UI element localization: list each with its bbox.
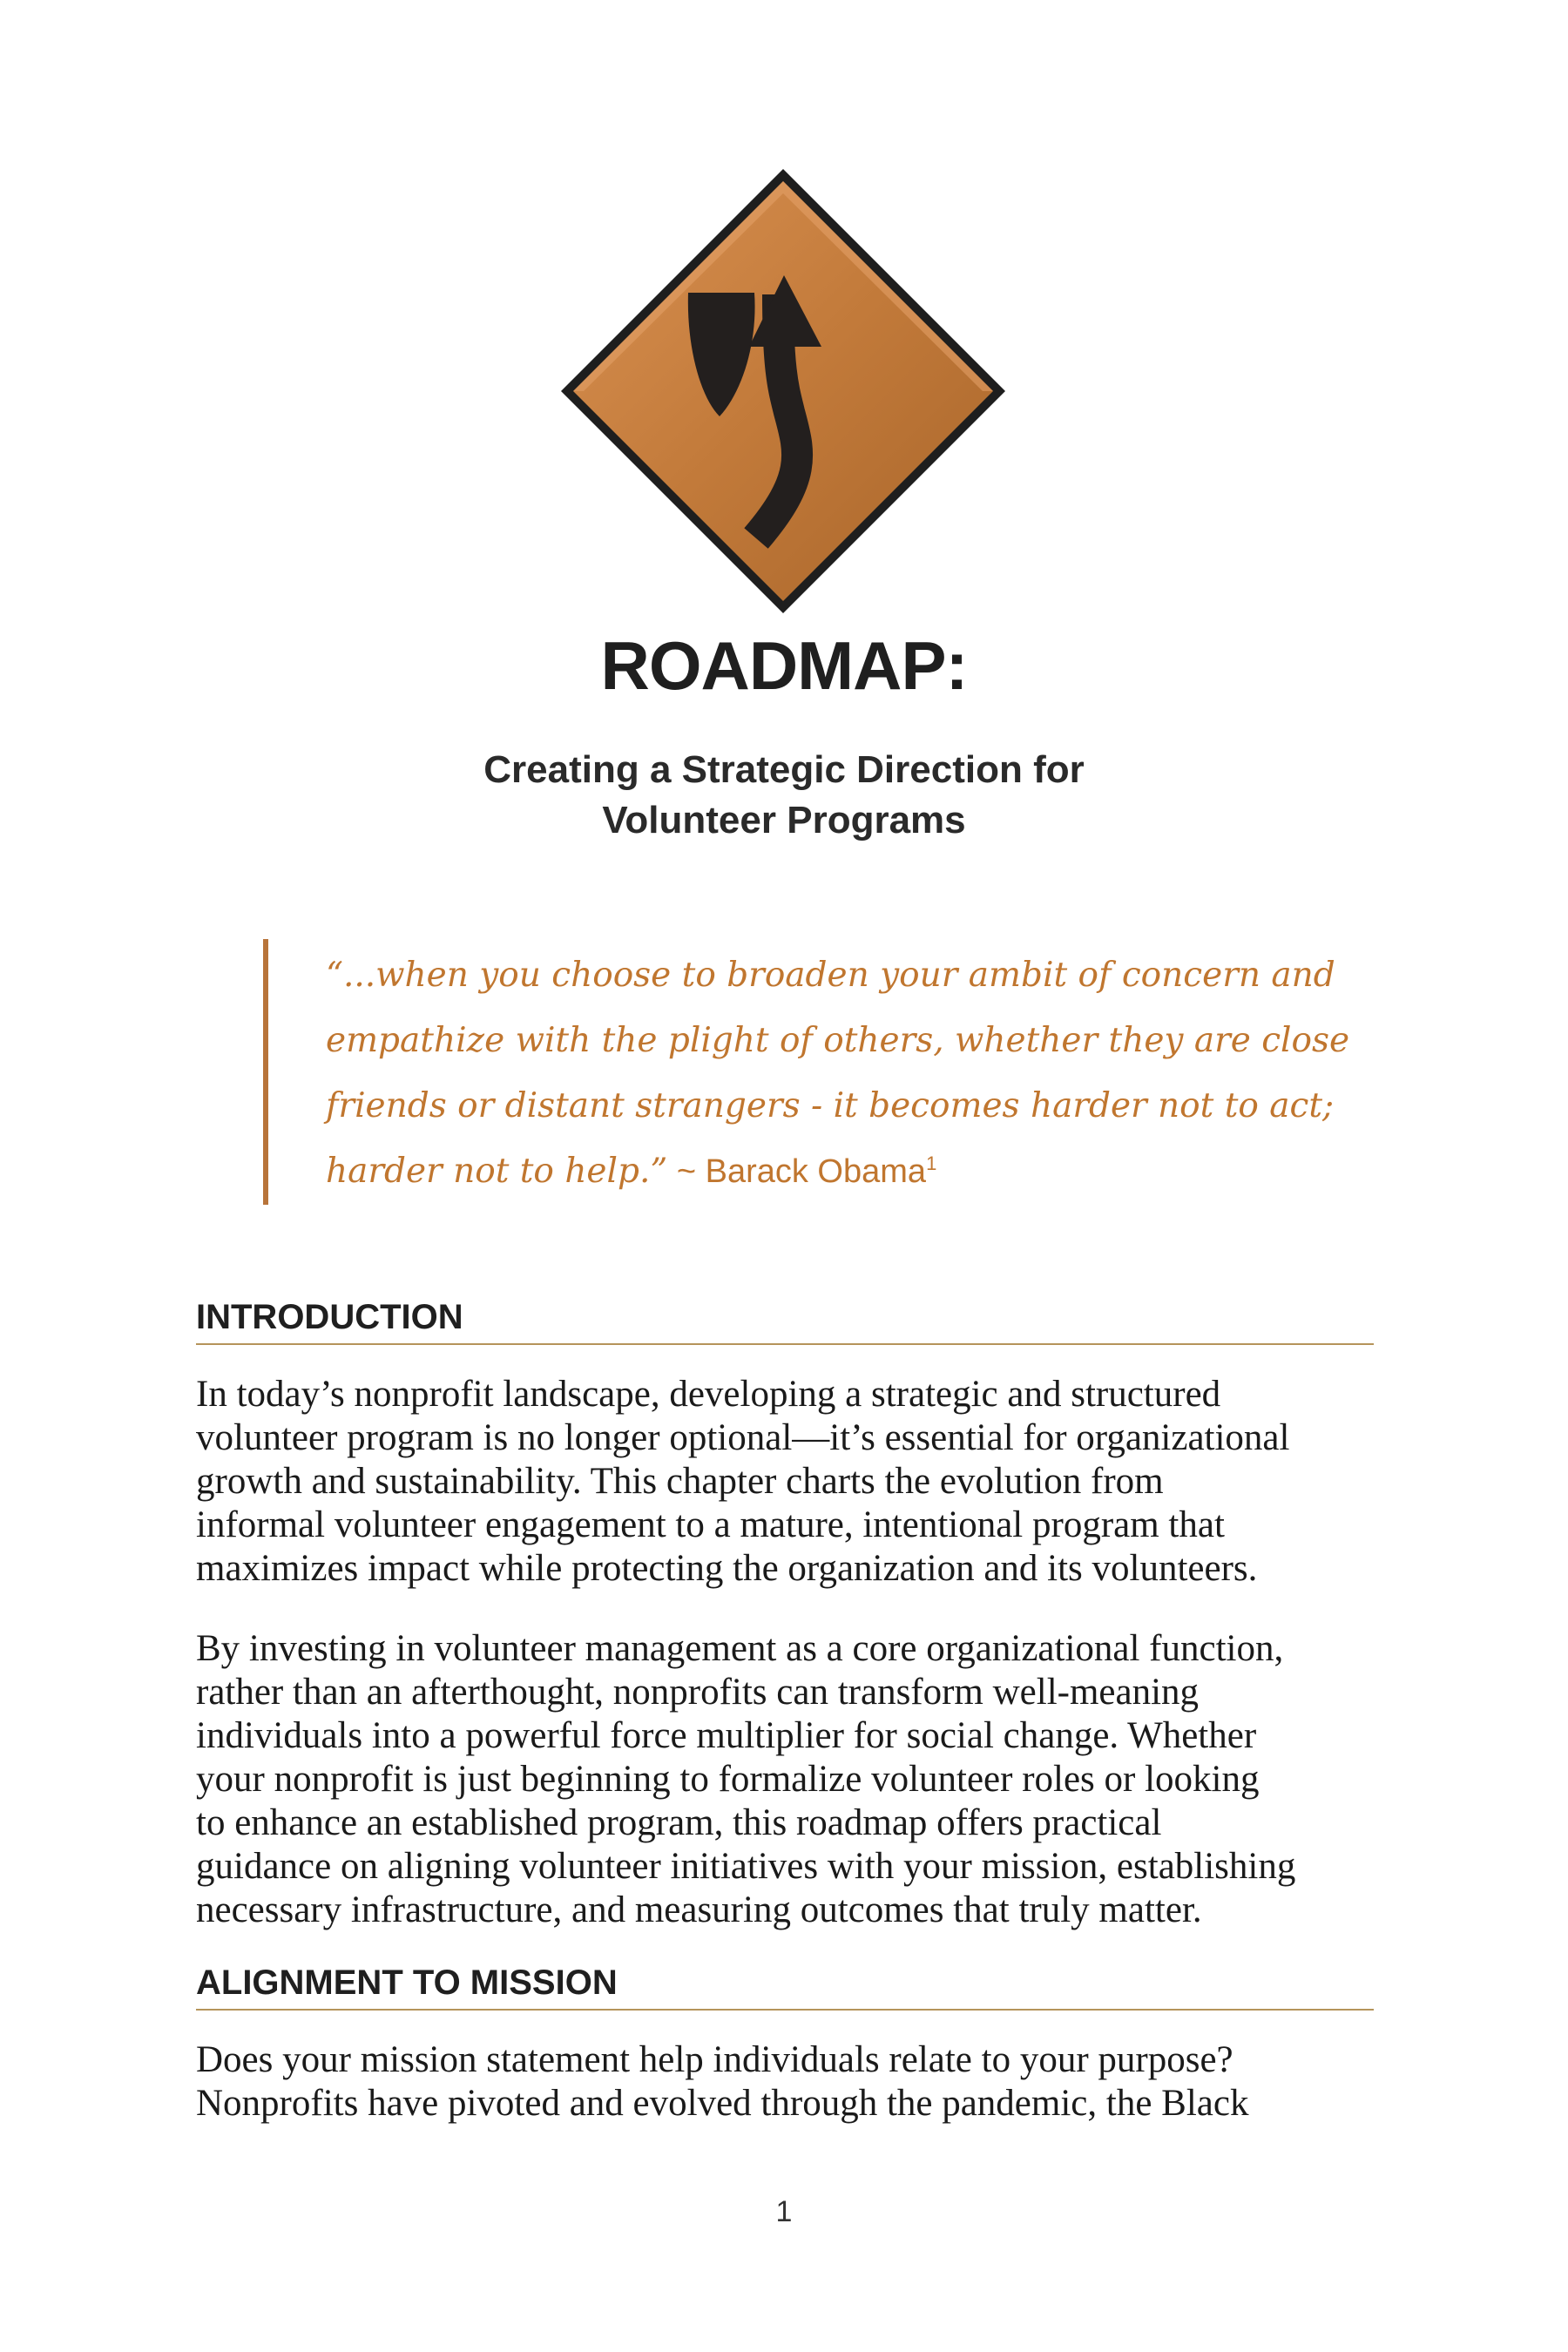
paragraph-line: informal volunteer engagement to a mature, intentional program that (196, 1504, 1225, 1545)
quote-author: Barack Obama (705, 1153, 927, 1190)
page-number: 1 (775, 2195, 793, 2228)
section-heading-alignment: ALIGNMENT TO MISSION (196, 1960, 1374, 2011)
paragraph-line: necessary infrastructure, and measuring outcomes that truly matter. (196, 1889, 1202, 1930)
paragraph-line: maximizes impact while protecting the organization and its volunteers. (196, 1548, 1258, 1589)
body-paragraph (196, 1627, 1381, 1932)
pull-quote (263, 939, 1366, 1205)
paragraph-line: your nonprofit is just beginning to formalize volunteer roles or looking (196, 1759, 1260, 1800)
paragraph-line: In today’s nonprofit landscape, developing a strategic and structured (196, 1374, 1221, 1415)
paragraph-line: Does your mission statement help individuals relate to your purpose? (196, 2039, 1233, 2080)
paragraph-line: Nonprofits have pivoted and evolved through the pandemic, the Black (196, 2083, 1249, 2124)
body-paragraph (196, 1373, 1381, 1591)
quote-text (326, 943, 1362, 1205)
paragraph-line: rather than an afterthought, nonprofits can transform well-meaning (196, 1672, 1200, 1713)
subtitle-line: Volunteer Programs (602, 799, 966, 841)
subtitle-line: Creating a Strategic Direction for (483, 748, 1085, 791)
quote-line: empathize with the plight of others, whether they are close (326, 1021, 1350, 1060)
quote-attribution-prefix: ~ (667, 1153, 706, 1190)
road-curve-sign-icon (556, 164, 1010, 618)
paragraph-line: growth and sustainability. This chapter charts the evolution from (196, 1461, 1164, 1502)
body-paragraph (196, 2038, 1381, 2126)
paragraph-line: to enhance an established program, this roadmap offers practical (196, 1802, 1162, 1843)
section-heading-introduction: INTRODUCTION (196, 1294, 1374, 1345)
paragraph-line: individuals into a powerful force multiplier for social change. Whether (196, 1715, 1257, 1756)
paragraph-line: volunteer program is no longer optional—it’s essential for organizational (196, 1417, 1290, 1458)
quote-line: friends or distant strangers - it becomes harder not to act; (326, 1086, 1335, 1125)
page-subtitle (0, 745, 1568, 846)
page-title: ROADMAP: (600, 627, 968, 704)
paragraph-line: guidance on aligning volunteer initiatives with your mission, establishing (196, 1846, 1296, 1887)
quote-attribution (667, 1153, 926, 1190)
quote-line: harder not to help.” (326, 1152, 668, 1191)
quote-line: “...when you choose to broaden your ambit of concern and (326, 956, 1335, 995)
footnote-marker[interactable]: 1 (926, 1152, 937, 1174)
paragraph-line: By investing in volunteer management as a core organizational function, (196, 1628, 1284, 1669)
